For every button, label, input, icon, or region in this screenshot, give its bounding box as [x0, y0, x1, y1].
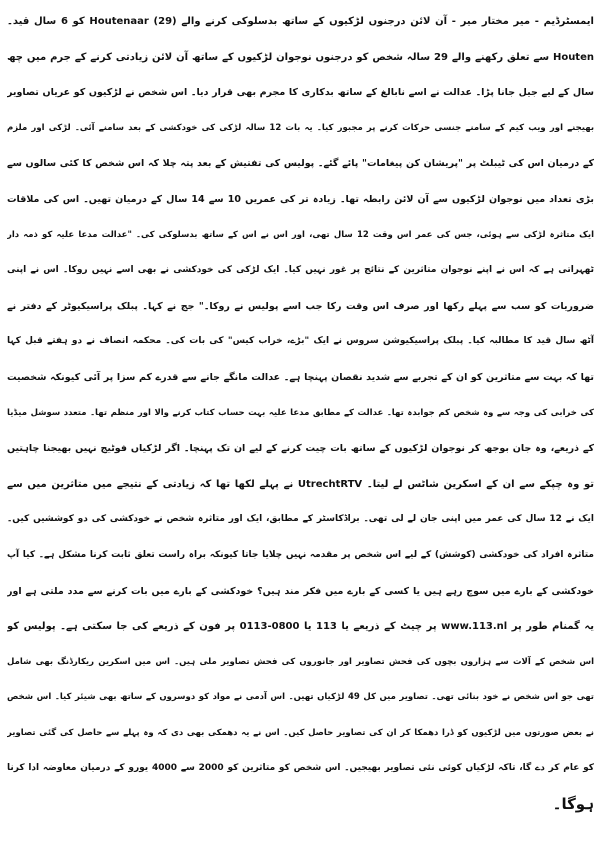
article-line: کی خرابی کی وجہ سے وہ شخص کم جوابدہ تھا۔ عدالت کے مطابق مدعا علیہ بہت حساب کتاب کرنے والا اور منظم تھا۔ متعدد سوشل میڈیا [7, 407, 594, 418]
article-line: کو عام کر دے گا، تاکہ لڑکیاں کوئی نئی تصاویر بھیجیں۔ اس شخص کو متاثرین کو 2000 سے 4000 یورو کے درمیان معاوضہ ادا کرنا [7, 763, 594, 774]
article-line: بھیجنے اور ویب کیم کے سامنے جنسی حرکات کرنے پر مجبور کیا۔ یہ بات 12 سالہ لڑکی کی خودکشی کے بعد سامنے آئی۔ لڑکی اور ملزم [7, 122, 594, 133]
article-line: تو وہ چپکے سے ان کے اسکرین شاٹس لے لیتا۔ UtrechtRTV نے پہلے لکھا تھا کہ زیادتی کے نتیجے میں متاثرین میں سے [7, 478, 594, 490]
article-line: سال کے لیے جیل جانا پڑا۔ عدالت نے اسے نابالغ کے ساتھ بدکاری کا مجرم بھی قرار دیا۔ اس شخص نے لڑکیوں کو عریاں تصاویر [7, 87, 594, 99]
article-line: ضروریات کو سب سے پہلے رکھا اور صرف اس وقت رکا جب اسے پولیس نے روکا۔" جج نے کہا۔ پبلک پراسیکیوٹر کے دفتر نے [7, 300, 594, 312]
article-line: ایک نے 12 سال کی عمر میں اپنی جان لے لی تھی۔ براڈکاسٹر کے مطابق، ایک اور متاثرہ شخص نے خودکشی کی دو کوششیں کیں۔ [7, 514, 594, 525]
article-line: متاثرہ افراد کی خودکشی (کوشش) کے لیے اس شخص پر مقدمہ نہیں چلایا جاتا کیونکہ براہ راست تعلق ثابت کرنا مشکل ہے۔ کیا آپ [7, 549, 594, 560]
article-line: Houten سے تعلق رکھنے والے 29 سالہ شخص کو درجنوں نوجوان لڑکیوں کے ساتھ آن لائن زیادتی کرنے کے جرم میں چھ [7, 51, 594, 63]
article-line: کے ذریعے، وہ جان بوجھ کر نوجوان لڑکیوں کے ساتھ بات چیت کرنے کے لیے ان تک پہنچا۔ اگر لڑکیاں فوٹیج نہیں بھیجنا چاہتیں [7, 443, 594, 455]
article-line: آٹھ سال قید کا مطالبہ کیا۔ پبلک پراسیکیوشن سروس نے ایک "بڑے، خراب کیس" کی بات کی۔ محکمہ انصاف نے دو ہفتے قبل کہا [7, 336, 594, 347]
article-line: ایک متاثرہ لڑکی سے ہوئی، جس کی عمر اس وقت 12 سال تھی، اور اس نے اس کے ساتھ بدسلوکی کی۔ "عدالت مدعا علیہ کو ذمہ دار [7, 229, 594, 240]
article-line: نے بعض صورتوں میں لڑکیوں کو ڈرا دھمکا کر ان کی تصاویر حاصل کیں۔ اس نے یہ دھمکی بھی دی کہ وہ پہلے سے حاصل کی گئی تصاویر [7, 727, 594, 738]
article-line: اس شخص کے آلات سے ہزاروں بچوں کی فحش تصاویر اور جانوروں کی فحش تصاویر ملی ہیں۔ اس میں اسکرین ریکارڈنگ بھی شامل [7, 656, 594, 667]
article-line: بڑی تعداد میں نوجوان لڑکیوں سے آن لائن رابطہ تھا۔ زیادہ تر کی عمریں 10 سے 14 سال کے درمیان تھیں۔ اس کی ملاقات [7, 193, 594, 205]
article-line-last: ہوگا۔ [552, 795, 594, 814]
article-line: ایمسٹرڈیم - میر مختار میر - آن لائن درجنوں لڑکیوں کے ساتھ بدسلوکی کرنے والے Houtenaar (29) کو 6 سال قید۔ [7, 16, 594, 27]
article-line: تھا کہ بہت سے متاثرین کو ان کے تجربے سے شدید نقصان پہنچا ہے۔ عدالت مانگے جانے سے قدرے کم سزا پر آئی کیونکہ شخصیت [7, 371, 594, 383]
article-line: کے درمیان اس کی ٹیبلٹ پر "پریشان کن پیغامات" پائے گئے۔ پولیس کی تفتیش کے بعد پتہ چلا کہ اس شخص کا کئی سالوں سے [7, 158, 594, 170]
article-line: تھی جو اس شخص نے خود بنائی تھی۔ تصاویر میں کل 49 لڑکیاں تھیں۔ اس آدمی نے مواد کو دوسروں کے ساتھ بھی شیئر کیا۔ اس شخص [7, 692, 594, 703]
article-line: یہ گمنام طور پر www.113.nl پر چیٹ کے ذریعے یا 113 یا 0800-0113 پر فون کے ذریعے کی جا سکتی ہے۔ پولیس کو [7, 621, 594, 633]
article-line: خودکشی کے بارے میں سوچ رہے ہیں یا کسی کے بارے میں فکر مند ہیں؟ خودکشی کے بارے میں بات کرنے سے مدد ملتی ہے اور [7, 585, 594, 597]
article-line: ٹھہراتی ہے کہ اس نے اپنے نوجوان متاثرین کے نتائج پر غور نہیں کیا۔ ایک لڑکی کی خودکشی نے بھی اسے نہیں روکا۔ اس نے اپنی [7, 265, 594, 276]
